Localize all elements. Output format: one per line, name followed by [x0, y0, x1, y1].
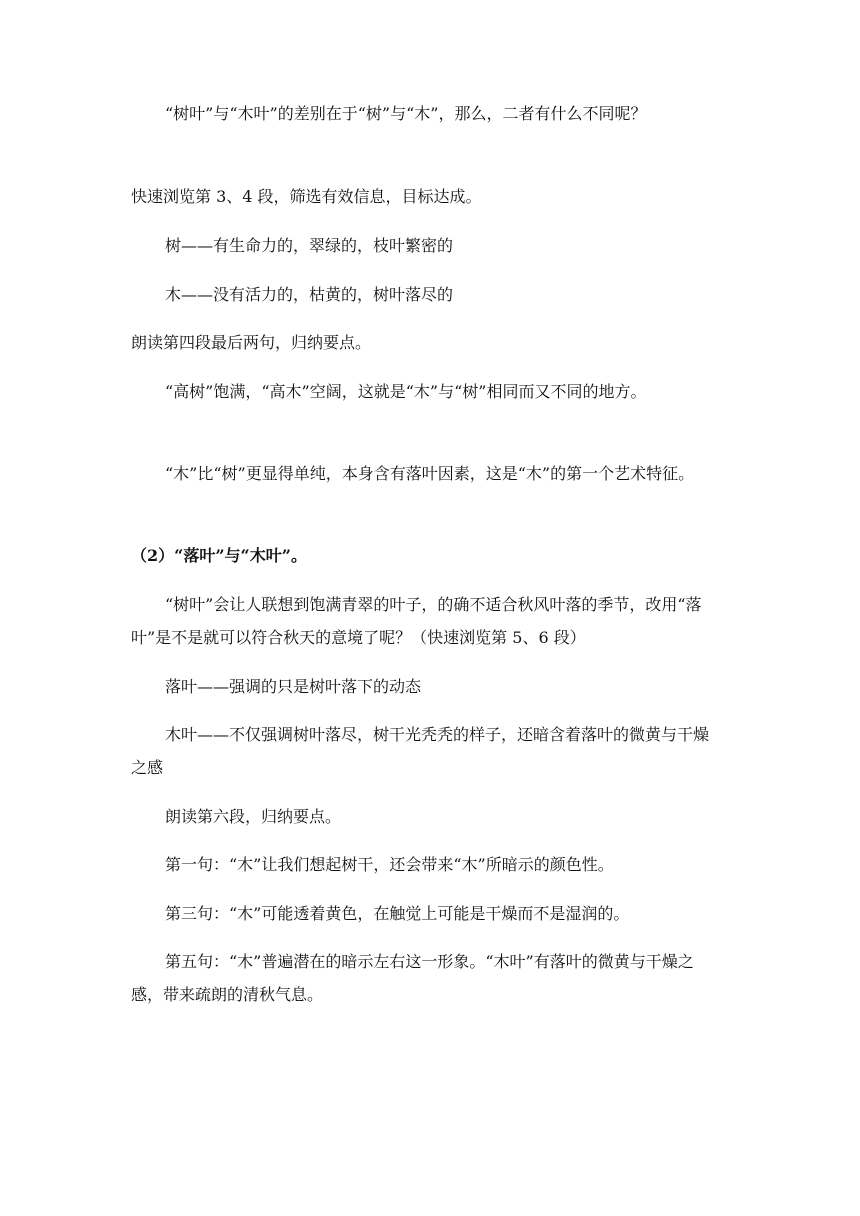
paragraph-gaoshu-gaomu: “高树”饱满，“高木”空阔，这就是“木”与“树”相同而又不同的地方。: [165, 382, 647, 401]
paragraph-read-fourth: 朗读第四段最后两句，归纳要点。: [131, 333, 372, 352]
paragraph-read-sixth: 朗读第六段，归纳要点。: [165, 807, 342, 826]
section-heading-luoye-muye: （2）“落叶”与“木叶”。: [131, 546, 307, 565]
paragraph-first-sentence: 第一句：“木”让我们想起树干，还会带来“木”所暗示的颜色性。: [165, 855, 614, 874]
paragraph-first-feature: “木”比“树”更显得单纯，本身含有落叶因素，这是“木”的第一个艺术特征。: [165, 464, 695, 483]
paragraph-shuye-luoye: “树叶”会让人联想到饱满青翠的叶子，的确不适合秋风叶落的季节，改用“落叶”是不是就可以符合秋天的意境了呢？（快速浏览第 5、6 段）: [131, 595, 702, 647]
paragraph-luoye-definition: 落叶——强调的只是树叶落下的动态: [165, 677, 422, 696]
paragraph-fifth-sentence: 第五句：“木”普遍潜在的暗示左右这一形象。“木叶”有落叶的微黄与干燥之感，带来疏朗的清秋气息。: [131, 952, 694, 1004]
paragraph-shu-definition: 树——有生命力的，翠绿的，枝叶繁密的: [165, 236, 454, 255]
paragraph-browse-3-4: 快速浏览第 3、4 段，筛选有效信息，目标达成。: [131, 187, 482, 206]
paragraph-third-sentence: 第三句：“木”可能透着黄色，在触觉上可能是干燥而不是湿润的。: [165, 904, 630, 923]
paragraph-mu-definition: 木——没有活力的，枯黄的，树叶落尽的: [165, 285, 454, 304]
paragraph-question-shu-mu: “树叶”与“木叶”的差别在于“树”与“木”，那么，二者有什么不同呢？: [165, 104, 647, 123]
paragraph-muye-definition: 木叶——不仅强调树叶落尽，树干光秃秃的样子，还暗含着落叶的微黄与干燥之感: [131, 725, 710, 777]
